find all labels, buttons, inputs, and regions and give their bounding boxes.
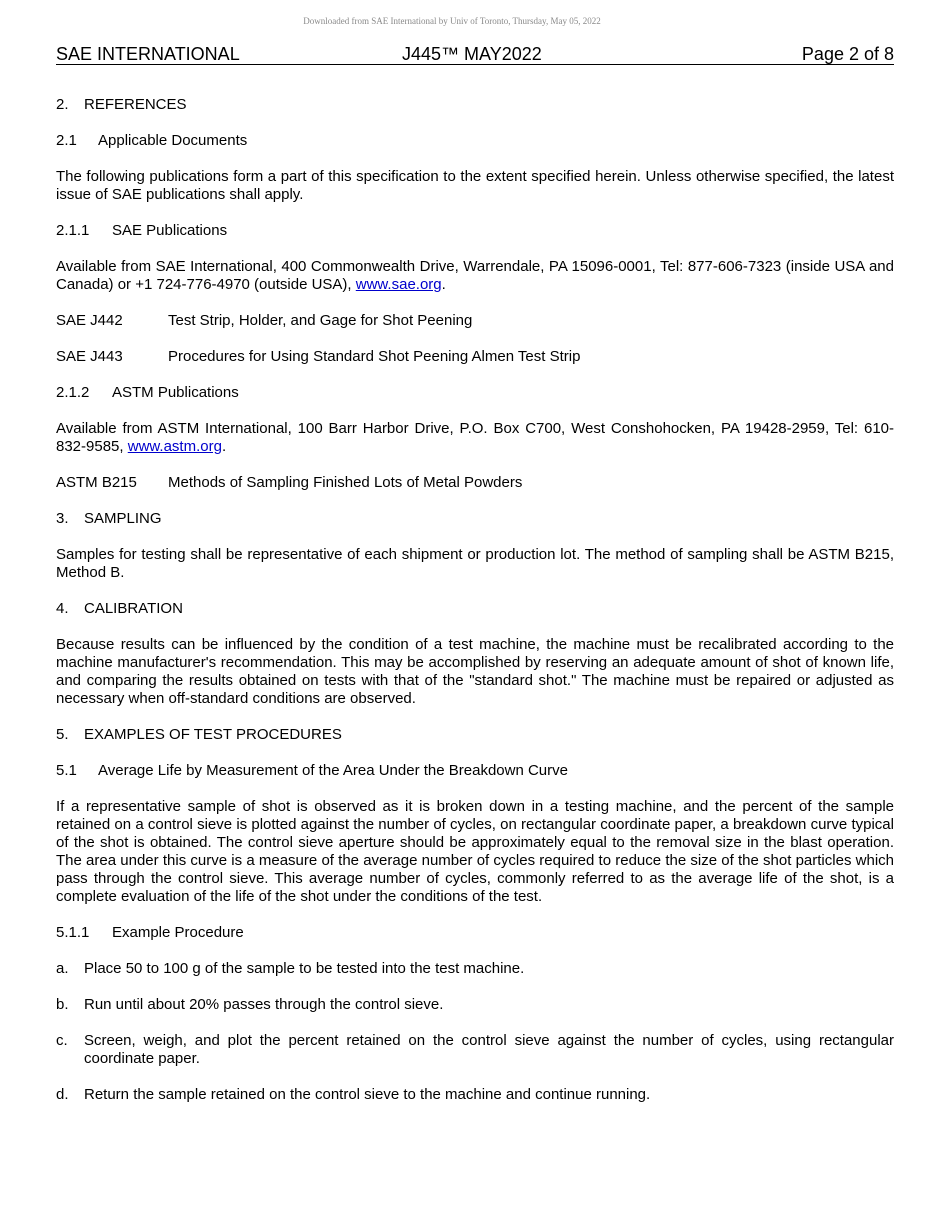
astm-availability-end: . (221, 438, 227, 455)
astm-availability-paragraph (56, 420, 894, 456)
download-watermark: Downloaded from SAE International by Univ of Toronto, Thursday, May 05, 2022 (303, 16, 601, 26)
sae-availability-end: . (441, 276, 446, 293)
reference-row-sae-j442 (56, 312, 894, 330)
section-number: 5.1 (56, 762, 77, 779)
step-letter: c. (56, 1032, 68, 1049)
section-title: SAMPLING (84, 510, 162, 527)
section-2-1-paragraph: The following publications form a part of this specification to the extent specified herein. Unless otherwise specified, the latest issue of SAE publications shall apply. (56, 168, 894, 203)
section-5-1-1-heading (56, 924, 894, 942)
section-title: CALIBRATION (84, 600, 183, 617)
reference-title: Test Strip, Holder, and Gage for Shot Peening (168, 312, 473, 329)
section-number: 2.1.2 (56, 384, 90, 401)
section-title: Applicable Documents (98, 132, 248, 149)
section-2-heading (56, 96, 894, 114)
step-text: Run until about 20% passes through the control sieve. (84, 996, 444, 1013)
section-3-paragraph: Samples for testing shall be representative of each shipment or production lot. The method of sampling shall be ASTM B215, Method B. (56, 546, 894, 581)
header-page-number: Page 2 of 8 (801, 44, 894, 64)
section-number: 2. (56, 96, 69, 113)
section-title: EXAMPLES OF TEST PROCEDURES (84, 726, 342, 743)
section-number: 4. (56, 600, 69, 617)
reference-code: SAE J443 (56, 348, 123, 365)
section-title: SAE Publications (112, 222, 228, 239)
section-number: 2.1 (56, 132, 77, 149)
section-title: Example Procedure (112, 924, 244, 941)
step-letter: d. (56, 1086, 69, 1103)
step-text: Return the sample retained on the control sieve to the machine and continue running. (84, 1086, 651, 1103)
section-number: 5.1.1 (56, 924, 90, 941)
step-letter: b. (56, 996, 69, 1013)
section-4-paragraph: Because results can be influenced by the condition of a test machine, the machine must be recalibrated according to the machine manufacturer's recommendation. This may be accomplished by reserving an adequate amount of shot of known life, and comparing the results obtained on tests with that of the "standard shot." The machine must be repaired or adjusted as necessary when off-standard conditions are observed. (56, 636, 894, 707)
header-document-id: J445™ MAY2022 (402, 44, 542, 64)
sae-availability-text: Available from SAE International, 400 Commonwealth Drive, Warrendale, PA 15096-0001, Tel: 877-606-7323 (inside USA and Canada) or +1 724-776-4970 (outside USA), (56, 258, 894, 293)
reference-code: ASTM B215 (56, 474, 137, 491)
procedure-step-a (56, 960, 894, 978)
section-title: ASTM Publications (112, 384, 239, 401)
section-title: Average Life by Measurement of the Area Under the Breakdown Curve (98, 762, 568, 779)
reference-title: Procedures for Using Standard Shot Peening Almen Test Strip (168, 348, 581, 365)
section-5-1-heading (56, 762, 894, 780)
section-number: 2.1.1 (56, 222, 90, 239)
procedure-step-d (56, 1086, 894, 1104)
section-2-1-2-heading (56, 384, 894, 402)
header-publisher: SAE INTERNATIONAL (56, 44, 240, 64)
step-text: Screen, weigh, and plot the percent retained on the control sieve against the number of cycles, using rectangular coordinate paper. (84, 1032, 894, 1067)
procedure-step-b (56, 996, 894, 1014)
section-2-1-1-heading (56, 222, 894, 240)
section-number: 3. (56, 510, 69, 527)
step-letter: a. (56, 960, 69, 977)
reference-code: SAE J442 (56, 312, 123, 329)
reference-title: Methods of Sampling Finished Lots of Metal Powders (168, 474, 523, 491)
astm-website-link[interactable]: www.astm.org (127, 438, 222, 455)
reference-row-astm-b215 (56, 474, 894, 492)
sae-availability-paragraph (56, 258, 894, 294)
astm-availability-text: Available from ASTM International, 100 Barr Harbor Drive, P.O. Box C700, West Conshohocken, PA 19428-2959, Tel: 610-832-9585, (56, 420, 894, 455)
section-5-heading (56, 726, 894, 744)
section-number: 5. (56, 726, 69, 743)
section-2-1-heading (56, 132, 894, 150)
section-4-heading (56, 600, 894, 618)
page-header (56, 44, 894, 65)
section-title: REFERENCES (84, 96, 187, 113)
step-text: Place 50 to 100 g of the sample to be tested into the test machine. (84, 960, 525, 977)
sae-website-link[interactable]: www.sae.org (355, 276, 442, 293)
reference-row-sae-j443 (56, 348, 894, 366)
section-5-1-paragraph: If a representative sample of shot is observed as it is broken down in a testing machine, and the percent of the sample retained on a control sieve is plotted against the number of cycles, on rectangular coordinate paper, a breakdown curve typical of the shot is obtained. The control sieve aperture should be approximately equal to the removal size in the blast operation. The area under this curve is a measure of the average number of cycles required to reduce the size of the shot particles which pass through the control sieve. This average number of cycles, commonly referred to as the average life of the shot, is a complete evaluation of the life of the shot under the conditions of the test. (56, 798, 894, 905)
document-body (56, 96, 894, 1122)
section-3-heading (56, 510, 894, 528)
procedure-step-c (56, 1032, 894, 1068)
